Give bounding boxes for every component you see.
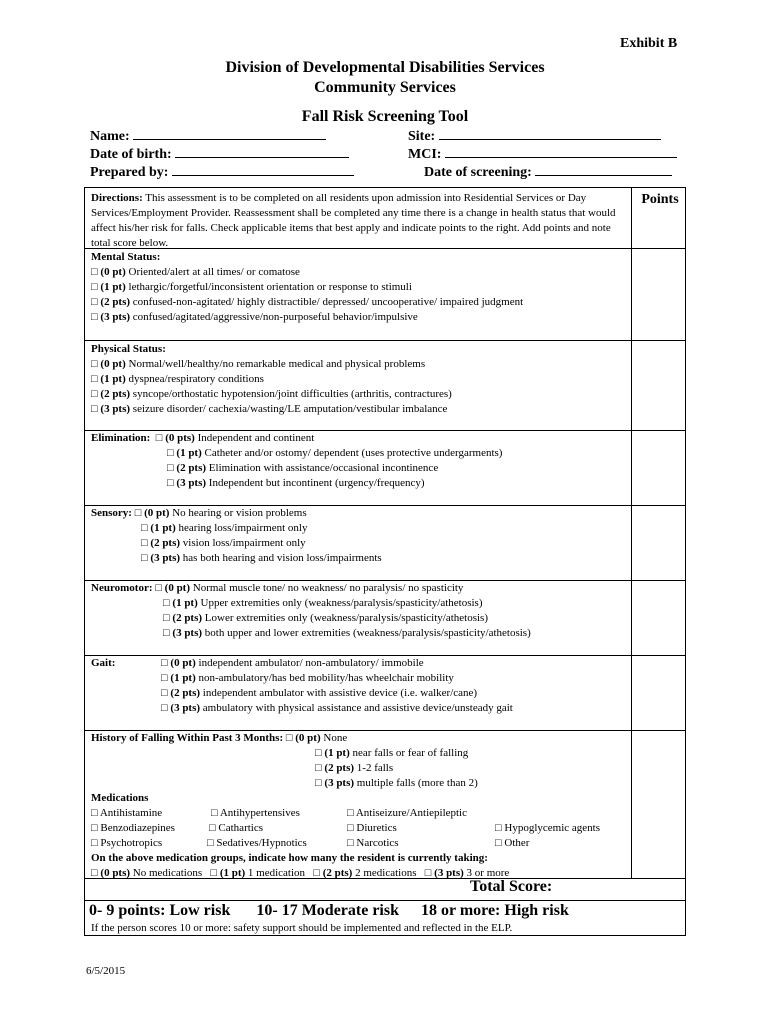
sensory-section [91, 506, 382, 566]
neuromotor-title: Neuromotor: [91, 582, 153, 594]
mental-item-2[interactable]: □ (2 pts) confused-non-agitated/ highly distractible/ depressed/ uncooperative/ impaired judgment [91, 296, 524, 308]
med-count-1[interactable]: □ (1 pt) 1 medication [210, 867, 306, 879]
checkbox-icon[interactable]: □ [315, 777, 322, 789]
history-section [91, 731, 478, 791]
organization-title [0, 58, 770, 98]
name-field[interactable]: Name: [90, 127, 326, 145]
mental-item-0[interactable]: □ (0 pt) Oriented/alert at all times/ or comatose [91, 266, 300, 278]
checkbox-icon[interactable]: □ [141, 552, 148, 564]
checkbox-icon[interactable]: □ [161, 687, 168, 699]
elimination-title: Elimination: [91, 432, 151, 444]
checkbox-icon[interactable]: □ [315, 762, 322, 774]
physical-item-2[interactable]: □ (2 pts) syncope/orthostatic hypotension/joint difficulties (arthritis, contractures) [91, 388, 452, 400]
history-item-1[interactable]: □ (1 pt) near falls or fear of falling [315, 747, 469, 759]
dob-line[interactable] [175, 145, 349, 158]
directions: Directions: This assessment is to be completed on all residents upon admission into Residential Services or Day Services/Employment Provider. Reassessment shall be completed any time there is a change in health status that would affect his/her risk for falls. Check applicable items that best apply and indicate points to the right. Add points and note total score below. [91, 192, 616, 249]
org-line-1: Division of Developmental Disabilities Services [225, 59, 545, 76]
med-count-2[interactable]: □ (2 pts) 2 medications [313, 867, 417, 879]
divider-total [85, 878, 685, 879]
checkbox-icon[interactable]: □ [91, 807, 98, 819]
physical-item-3[interactable]: □ (3 pts) seizure disorder/ cachexia/wasting/LE amputation/vestibular imbalance [91, 403, 448, 415]
med-antihypertensives[interactable]: □ Antihypertensives [211, 807, 300, 819]
checkbox-icon[interactable]: □ [313, 867, 320, 879]
risk-low: 0- 9 points: Low risk [89, 902, 231, 919]
risk-high: 18 or more: High risk [421, 902, 569, 919]
checkbox-icon[interactable]: □ [285, 732, 293, 744]
gait-title: Gait: [91, 657, 116, 669]
mental-status-title: Mental Status: [91, 251, 161, 263]
sensory-item-3[interactable]: □ (3 pts) has both hearing and vision loss/impairments [141, 552, 382, 564]
sensory-item-0[interactable]: Sensory: □ (0 pt) No hearing or vision problems [91, 507, 307, 519]
checkbox-icon[interactable]: □ [167, 477, 174, 489]
checkbox-icon[interactable]: □ [141, 522, 148, 534]
medications-section [91, 791, 631, 881]
mental-item-1[interactable]: □ (1 pt) lethargic/forgetful/inconsistent orientation or response to stimuli [91, 281, 412, 293]
checkbox-icon[interactable]: □ [91, 837, 98, 849]
checkbox-icon[interactable]: □ [209, 822, 216, 834]
gait-item-3[interactable]: □ (3 pts) ambulatory with physical assistance and assistive device/unsteady gait [161, 702, 513, 714]
med-benzodiazepines[interactable]: □ Benzodiazepines [91, 822, 175, 834]
med-diuretics[interactable]: □ Diuretics [347, 822, 397, 834]
medication-row-3 [91, 836, 631, 851]
checkbox-icon[interactable]: □ [91, 266, 98, 278]
neuromotor-item-3[interactable]: □ (3 pts) both upper and lower extremities (weakness/paralysis/spasticity/athetosis) [163, 627, 531, 639]
mental-status-section [91, 250, 523, 325]
physical-status-section [91, 342, 452, 417]
sensory-item-2[interactable]: □ (2 pts) vision loss/impairment only [141, 537, 306, 549]
checkbox-icon[interactable]: □ [161, 672, 168, 684]
med-psychotropics[interactable]: □ Psychotropics [91, 837, 163, 849]
sensory-item-1[interactable]: □ (1 pt) hearing loss/impairment only [141, 522, 308, 534]
history-title: History of Falling Within Past 3 Months: [91, 732, 284, 744]
checkbox-icon[interactable]: □ [161, 657, 168, 669]
checkbox-icon[interactable]: □ [210, 867, 218, 879]
checkbox-icon[interactable]: □ [161, 702, 168, 714]
checkbox-icon[interactable]: □ [141, 537, 148, 549]
med-count-3[interactable]: □ (3 pts) 3 or more [424, 867, 510, 879]
medication-question: On the above medication groups, indicate how many the resident is currently taking: [91, 852, 488, 864]
physical-status-title: Physical Status: [91, 343, 166, 355]
history-item-0[interactable]: History of Falling Within Past 3 Months: □ (0 pt) None [91, 732, 348, 744]
med-antihistamine[interactable]: □ Antihistamine [91, 807, 163, 819]
checkbox-icon[interactable]: □ [167, 462, 174, 474]
gait-item-0[interactable]: Gait: □ (0 pt) independent ambulator/ non-ambulatory/ immobile [91, 657, 424, 669]
physical-item-0[interactable]: □ (0 pt) Normal/well/healthy/no remarkable medical and physical problems [91, 358, 426, 370]
med-count-0[interactable]: □ (0 pts) No medications [91, 867, 203, 879]
checkbox-icon[interactable]: □ [315, 747, 322, 759]
risk-moderate: 10- 17 Moderate risk [256, 902, 399, 919]
screening-date-line[interactable] [535, 163, 672, 176]
neuromotor-item-2[interactable]: □ (2 pts) Lower extremities only (weakness/paralysis/spasticity/athetosis) [163, 612, 488, 624]
neuromotor-item-1[interactable]: □ (1 pt) Upper extremities only (weakness/paralysis/spasticity/athetosis) [163, 597, 483, 609]
checkbox-icon[interactable]: □ [91, 373, 98, 385]
checkbox-icon[interactable]: □ [91, 822, 98, 834]
site-field[interactable]: Site: [408, 127, 661, 145]
med-cathartics[interactable]: □ Cathartics [209, 822, 264, 834]
dob-field[interactable]: Date of birth: [90, 145, 349, 163]
prepared-by-field[interactable]: Prepared by: [90, 163, 354, 181]
checkbox-icon[interactable]: □ [163, 612, 170, 624]
elimination-item-0[interactable]: Elimination: □ (0 pts) Independent and continent [91, 432, 315, 444]
history-item-2[interactable]: □ (2 pts) 1-2 falls [315, 762, 394, 774]
checkbox-icon[interactable]: □ [91, 403, 98, 415]
checkbox-icon[interactable]: □ [495, 822, 502, 834]
points-column-divider [631, 188, 632, 878]
screening-date-field[interactable]: Date of screening: [424, 163, 672, 181]
org-line-2: Community Services [314, 79, 456, 96]
exhibit-label: Exhibit B [620, 36, 678, 51]
gait-item-1[interactable]: □ (1 pt) non-ambulatory/has bed mobility/has wheelchair mobility [161, 672, 454, 684]
physical-item-1[interactable]: □ (1 pt) dyspnea/respiratory conditions [91, 373, 264, 385]
medication-row-1 [91, 806, 631, 821]
gait-section [91, 656, 513, 716]
med-narcotics[interactable]: □ Narcotics [347, 837, 399, 849]
checkbox-icon[interactable]: □ [91, 358, 98, 370]
sensory-title: Sensory: [91, 507, 132, 519]
elimination-item-3[interactable]: □ (3 pts) Independent but incontinent (urgency/frequency) [167, 477, 425, 489]
medications-title: Medications [91, 792, 149, 804]
checkbox-icon[interactable]: □ [167, 447, 174, 459]
checkbox-icon[interactable]: □ [91, 867, 98, 879]
screening-table [84, 187, 686, 936]
med-other[interactable]: □ Other [495, 837, 530, 849]
divider-mental [85, 340, 685, 341]
neuromotor-item-0[interactable]: Neuromotor: □ (0 pt) Normal muscle tone/ no weakness/ no paralysis/ no spasticity [91, 582, 464, 594]
checkbox-icon[interactable]: □ [424, 867, 432, 879]
checkbox-icon[interactable]: □ [91, 281, 98, 293]
checkbox-icon[interactable]: □ [347, 837, 354, 849]
elimination-section [91, 431, 502, 491]
mci-line[interactable] [445, 145, 677, 158]
footer-date: 6/5/2015 [86, 965, 126, 977]
mci-field[interactable]: MCI: [408, 145, 677, 163]
checkbox-icon[interactable]: □ [347, 822, 354, 834]
name-line[interactable] [133, 127, 326, 140]
prepared-by-line[interactable] [172, 163, 354, 176]
med-antiseizure[interactable]: □ Antiseizure/Antiepileptic [347, 807, 467, 819]
checkbox-icon[interactable]: □ [155, 432, 163, 444]
gait-item-2[interactable]: □ (2 pts) independent ambulator with assistive device (i.e. walker/cane) [161, 687, 478, 699]
checkbox-icon[interactable]: □ [155, 582, 162, 594]
med-sedatives[interactable]: □ Sedatives/Hypnotics [207, 837, 307, 849]
medication-row-2 [91, 821, 631, 836]
med-hypoglycemic[interactable]: □ Hypoglycemic agents [495, 822, 601, 834]
neuromotor-section [91, 581, 531, 641]
site-line[interactable] [439, 127, 661, 140]
checkbox-icon[interactable]: □ [134, 507, 142, 519]
history-item-3[interactable]: □ (3 pts) multiple falls (more than 2) [315, 777, 478, 789]
checkbox-icon[interactable]: □ [91, 311, 98, 323]
risk-levels [89, 902, 569, 920]
checkbox-icon[interactable]: □ [347, 807, 354, 819]
elimination-item-2[interactable]: □ (2 pts) Elimination with assistance/occasional incontinence [167, 462, 439, 474]
checkbox-icon[interactable]: □ [207, 837, 214, 849]
total-score-label: Total Score: [470, 878, 553, 895]
elimination-item-1[interactable]: □ (1 pt) Catheter and/or ostomy/ dependent (uses protective undergarments) [167, 447, 503, 459]
mental-item-3[interactable]: □ (3 pts) confused/agitated/aggressive/non-purposeful behavior/impulsive [91, 311, 418, 323]
checkbox-icon[interactable]: □ [211, 807, 218, 819]
checkbox-icon[interactable]: □ [91, 296, 98, 308]
points-header: Points [641, 192, 679, 207]
checkbox-icon[interactable]: □ [163, 597, 170, 609]
safety-note: If the person scores 10 or more: safety support should be implemented and reflected in the ELP. [91, 922, 513, 934]
checkbox-icon[interactable]: □ [495, 837, 502, 849]
checkbox-icon[interactable]: □ [163, 627, 170, 639]
divider-risk [85, 900, 685, 901]
divider-directions [85, 248, 685, 249]
tool-title: Fall Risk Screening Tool [301, 108, 469, 125]
checkbox-icon[interactable]: □ [91, 388, 98, 400]
